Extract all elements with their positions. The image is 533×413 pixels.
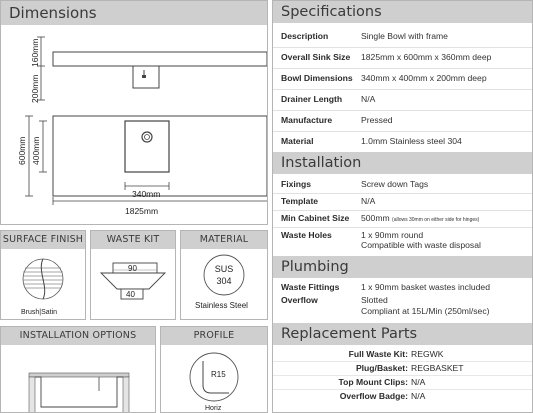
dim-label-160: 160mm <box>30 38 40 67</box>
install-label: Waste Holes <box>281 230 332 240</box>
install-label: Fixings <box>281 179 312 189</box>
parts-label: Full Waste Kit: <box>348 349 408 359</box>
dimensions-panel <box>0 0 268 225</box>
spec-label: Drainer Length <box>281 94 343 104</box>
install-value: 500mm <box>361 213 390 223</box>
install-row <box>273 228 532 253</box>
install-row <box>273 194 532 211</box>
material-caption: Stainless Steel <box>195 301 248 310</box>
dim-label-600: 600mm <box>17 136 27 165</box>
spec-row <box>273 48 532 69</box>
replacement-parts-title: Replacement Parts <box>273 323 532 345</box>
parts-value: REGWK <box>411 349 444 359</box>
installation-options-title: INSTALLATION OPTIONS <box>1 327 155 345</box>
profile-radius: R15 <box>211 370 226 379</box>
spec-value: N/A <box>361 94 376 104</box>
spec-label: Manufacture <box>281 115 333 125</box>
parts-value: N/A <box>411 377 426 387</box>
profile-title: PROFILE <box>161 327 267 345</box>
waste-kit-top-value: 90 <box>128 264 137 273</box>
install-value: N/A <box>361 196 376 206</box>
parts-row <box>273 376 532 390</box>
dim-label-400: 400mm <box>31 136 41 165</box>
installation-options-diagram <box>1 345 155 413</box>
material-title: MATERIAL <box>181 231 267 249</box>
spec-label: Material <box>281 136 314 146</box>
dim-label-200: 200mm <box>30 74 40 103</box>
dim-label-1825: 1825mm <box>125 206 159 216</box>
surface-finish-panel <box>0 230 86 320</box>
spec-value: 1825mm x 600mm x 360mm deep <box>361 52 492 62</box>
dimensions-title: Dimensions <box>1 1 267 25</box>
spec-label: Overall Sink Size <box>281 52 351 62</box>
waste-kit-title: WASTE KIT <box>91 231 175 249</box>
dim-label-340: 340mm <box>132 189 161 199</box>
installation-options-panel <box>0 326 156 413</box>
install-row <box>273 177 532 194</box>
parts-value: REGBASKET <box>411 363 464 373</box>
spec-label: Description <box>281 31 329 41</box>
parts-row <box>273 348 532 362</box>
plumbing-row <box>273 295 532 321</box>
spec-value: 340mm x 400mm x 200mm deep <box>361 73 487 83</box>
spec-row <box>273 132 532 152</box>
surface-finish-caption: Brush|Satin <box>21 309 58 316</box>
parts-value: N/A <box>411 391 426 401</box>
spec-row <box>273 69 532 90</box>
spec-value: Pressed <box>361 115 393 125</box>
waste-kit-panel <box>90 230 176 320</box>
plumbing-value: 1 x 90mm basket wastes included <box>361 282 490 292</box>
parts-label: Overflow Badge: <box>339 391 408 401</box>
waste-kit-bottom-value: 40 <box>126 290 135 299</box>
plumbing-title: Plumbing <box>273 256 532 278</box>
install-value-2: Compatible with waste disposal <box>361 240 481 250</box>
plumbing-label: Waste Fittings <box>281 282 340 292</box>
spec-row <box>273 27 532 48</box>
plumbing-value-2: Compliant at 15L/Min (250ml/sec) <box>361 306 490 316</box>
spec-row <box>273 111 532 132</box>
installation-title: Installation <box>273 152 532 174</box>
spec-value: 1.0mm Stainless steel 304 <box>361 136 462 146</box>
profile-panel <box>160 326 268 413</box>
specifications-column <box>272 0 533 413</box>
parts-row <box>273 390 532 404</box>
install-label: Min Cabinet Size <box>281 213 350 223</box>
parts-row <box>273 362 532 376</box>
plumbing-value: Slotted <box>361 295 388 305</box>
install-note: (allows 30mm on either side for hinges) <box>392 217 480 223</box>
material-badge-icon <box>181 251 267 301</box>
specifications-title: Specifications <box>273 1 532 23</box>
install-value: 1 x 90mm round <box>361 230 424 240</box>
dimensions-drawing <box>1 25 267 224</box>
surface-finish-title: SURFACE FINISH <box>1 231 85 249</box>
install-value: Screw down Tags <box>361 179 429 189</box>
profile-icon <box>161 345 267 413</box>
material-badge-line2: 304 <box>216 276 232 286</box>
waste-kit-diagram <box>91 249 175 319</box>
install-label: Template <box>281 196 319 206</box>
parts-label: Plug/Basket: <box>355 363 408 373</box>
spec-value: Single Bowl with frame <box>361 31 448 41</box>
profile-caption: Horiz <box>205 405 222 412</box>
install-row <box>273 211 532 228</box>
plumbing-row <box>273 281 532 295</box>
spec-row <box>273 90 532 111</box>
plumbing-label: Overflow <box>281 295 318 305</box>
parts-label: Top Mount Clips: <box>338 377 408 387</box>
material-badge-line1: SUS <box>214 264 234 274</box>
spec-label: Bowl Dimensions <box>281 73 353 83</box>
material-panel <box>180 230 268 320</box>
